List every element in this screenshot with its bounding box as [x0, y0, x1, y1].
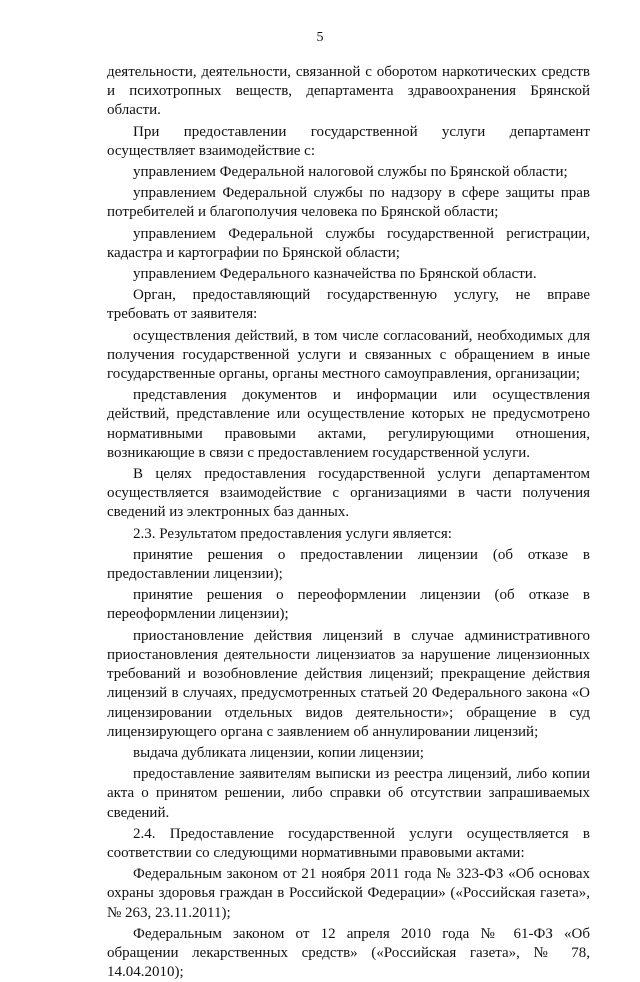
paragraph-2: При предоставлении государственной услуги департамент осуществляет взаимодействие с: [107, 123, 590, 159]
paragraph-10: В целях предоставления государственной услуги департаментом осуществляется взаимодействие с организациями в части получения сведений из электронных баз данных. [107, 466, 590, 521]
paragraph-11: 2.3. Результатом предоставления услуги является: [133, 525, 452, 542]
paragraph-14: приостановление действия лицензий в случае административного приостановления деятельности лицензиатов за нарушение лицензионных требований и возобновление действия лицензий; прекращение действия лицензий в случаях, предусмотренных статьей 20 Федерального закона «О лицензировании отдельных видов деятельности»; обращение в суд лицензирующего органа с заявлением об аннулировании лицензий; [107, 627, 590, 740]
document-body [107, 63, 590, 982]
paragraph-18: Федеральным законом от 21 ноября 2011 года № 323-ФЗ «Об основах охраны здоровья граждан в Российской Федерации» («Российская газета», № 263, 23.11.2011); [107, 866, 590, 921]
paragraph-1: деятельности, деятельности, связанной с оборотом наркотических средств и психотропных веществ, департамента здравоохранения Брянской области. [107, 64, 590, 119]
paragraph-5: управлением Федеральной службы государственной регистрации, кадастра и картографии по Брянской области; [107, 225, 590, 261]
paragraph-15: выдача дубликата лицензии, копии лицензии; [133, 744, 424, 761]
paragraph-6: управлением Федерального казначейства по Брянской области. [133, 266, 537, 283]
paragraph-16: предоставление заявителям выписки из реестра лицензий, либо копии акта о принятом решении, либо справки об отсутствии запрашиваемых сведений. [107, 766, 590, 821]
paragraph-17: 2.4. Предоставление государственной услуги осуществляется в соответствии со следующими нормативными правовыми актами: [107, 825, 590, 861]
paragraph-4: управлением Федеральной службы по надзору в сфере защиты прав потребителей и благополучия человека по Брянской области; [107, 185, 590, 221]
paragraph-7: Орган, предоставляющий государственную услугу, не вправе требовать от заявителя: [107, 287, 590, 323]
paragraph-3: управлением Федеральной налоговой службы по Брянской области; [133, 164, 568, 181]
paragraph-13: принятие решения о переоформлении лицензии (об отказе в переоформлении лицензии); [107, 587, 590, 623]
paragraph-19: Федеральным законом от 12 апреля 2010 года № 61-ФЗ «Об обращении лекарственных средств» («Российская газета», № 78, 14.04.2010); [107, 925, 590, 981]
page-number: 5 [316, 30, 324, 45]
paragraph-12: принятие решения о предоставлении лицензии (об отказе в предоставлении лицензии); [107, 546, 590, 583]
paragraph-9: представления документов и информации или осуществления действий, представление или осуществление которых не предусмотрено нормативными правовыми актами, регулирующими отношения, возникающие в связи с предоставлением государственной услуги. [107, 387, 590, 461]
paragraph-8: осуществления действий, в том числе согласований, необходимых для получения государственной услуги и связанных с обращением в иные государственные органы, органы местного самоуправления, организации; [107, 327, 590, 383]
